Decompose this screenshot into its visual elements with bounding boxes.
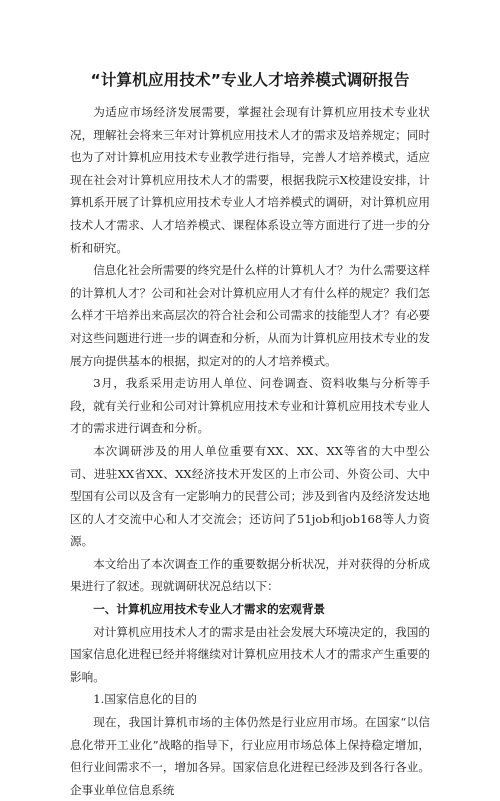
summary-paragraph: 本文给出了本次调查工作的重要数据分析状况，并对获得的分析成果进行了叙述。现就调研状况总结以下： xyxy=(70,556,430,594)
section-heading: 一、计算机应用技术专业人才需求的宏观背景 xyxy=(93,602,326,617)
document-title: “计算机应用技术”专业人才培养模式调研报告 xyxy=(90,71,410,89)
scope-paragraph: 本次调研涉及的用人单位重要有XX、XX、XX等省的大中型公司、进驻XX省XX、XX经济技术开发区的上市公司、外资公司、大中型国有公司以及含有一定影响力的民营公司；涉及到省内及经济发达地区的人才交流中心和人才交流会；还访问了51job和job168等人力资源。 xyxy=(70,443,430,549)
intro-paragraph: 为适应市场经济发展需要，掌握社会现有计算机应用技术专业状况，理解社会将来三年对计算机应用技术人才的需求及培养规定；同时也为了对计算机应用技术专业教学进行指导，完善人才培养模式，适应现在社会对计算机应用技术人才的需要，根据我院示X校建设安排，计算机系开展了计算机应用技术专业人才培养模式的调研，对计算机应用技术人才需求、人才培养模式、课程体系设立等方面进行了进一步的分析和研究。 xyxy=(70,105,430,255)
last-paragraph: 现在，我国计算机市场的主体仍然是行业应用市场。在国家“以信息化带开工业化”战略的指导下，行业应用市场总体上保持稳定增加，但行业间需求不一，增加各异。国家信息化进程已经涉及到各行各业。企事业单位信息系统 xyxy=(70,715,430,797)
questions-paragraph: 信息化社会所需要的终究是什么样的计算机人才？为什么需要这样的计算机人才？公司和社会对计算机应用人才有什么样的规定？我们怎么样才干培养出来高层次的符合社会和公司需求的技能型人才？有必要对这些问题进行进一步的调查和分析，从而为计算机应用技术专业的发展方向提供基本的根据，拟定对的的人才培养模式。 xyxy=(70,263,430,368)
method-paragraph: 3月，我系采用走访用人单位、问卷调查、资料收集与分析等手段，就有关行业和公司对计算机应用技术专业和计算机应用技术专业人才的需求进行调查和分析。 xyxy=(70,376,430,436)
section-paragraph: 对计算机应用技术人才的需求是由社会发展大环境决定的，我国的国家信息化进程已经并将继续对计算机应用技术人才的需求产生重要的影响。 xyxy=(70,624,430,684)
subheading: 1.国家信息化的目的 xyxy=(93,692,197,707)
